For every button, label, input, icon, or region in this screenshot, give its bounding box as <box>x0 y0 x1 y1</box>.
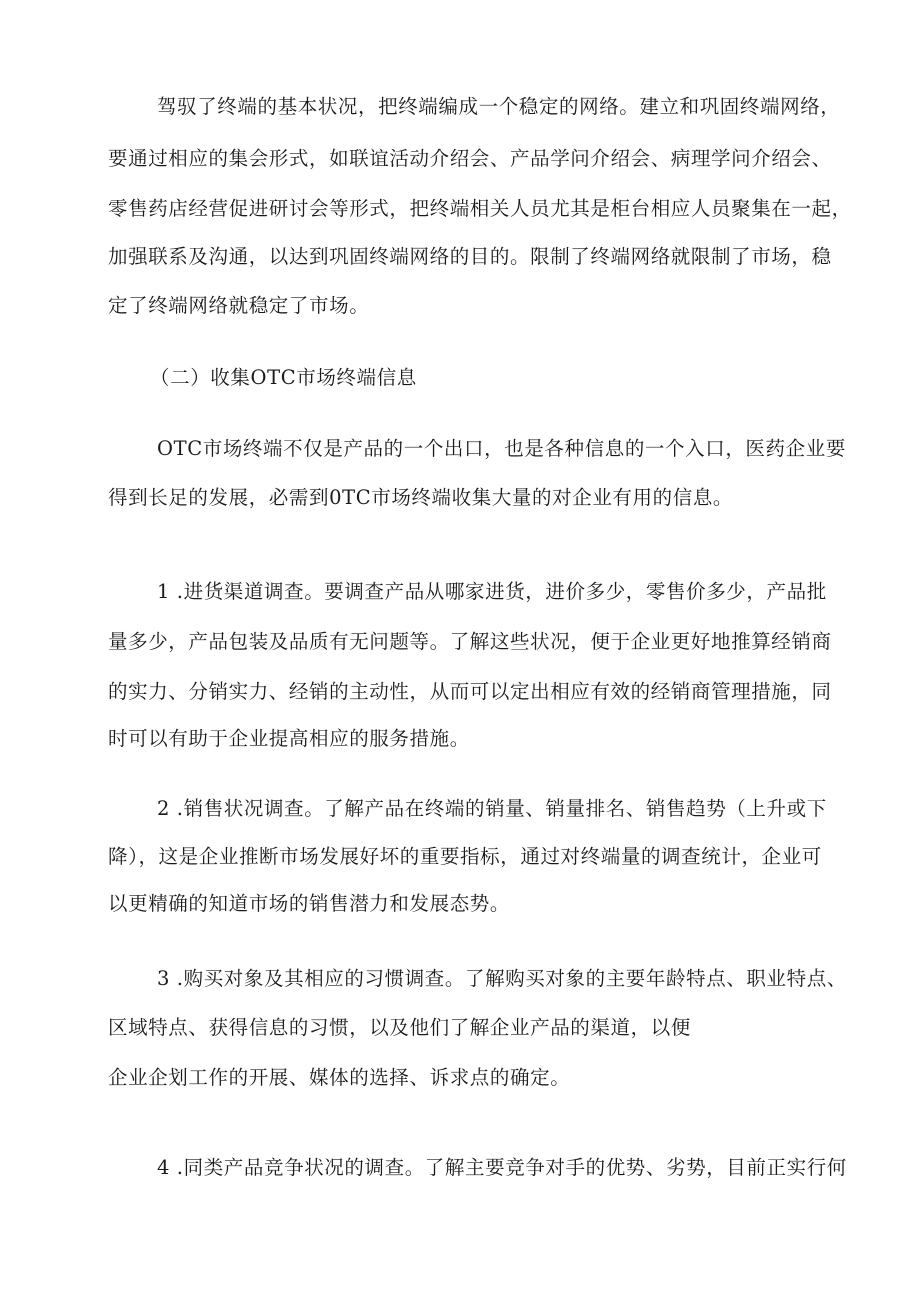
paragraph-1-line-2: 要通过相应的集会形式，如联谊活动介绍会、产品学问介绍会、病理学问介绍会、 <box>108 147 832 170</box>
item-1-line-2: 量多少，产品包装及品质有无问题等。了解这些状况，便于企业更好地推算经销商 <box>108 630 832 653</box>
item-3-line-1: 3 .购买对象及其相应的习惯调查。了解购买对象的主要年龄特点、职业特点、 <box>157 967 847 990</box>
paragraph-1-line-3: 零售药店经营促进研讨会等形式，把终端相关人员尤其是柜台相应人员聚集在一起， <box>108 197 852 220</box>
item-1-line-4: 时可以有助于企业提高相应的服务措施。 <box>108 727 470 750</box>
item-1-line-3: 的实力、分销实力、经销的主动性，从而可以定出相应有效的经销商管理措施，同 <box>108 680 832 703</box>
item-2-line-1: 2 .销售状况调查。了解产品在终端的销量、销量排名、销售趋势（上升或下 <box>157 797 827 820</box>
section-heading: （二）收集OTC市场终端信息 <box>150 366 417 389</box>
paragraph-1-line-1: 驾驭了终端的基本状况，把终端编成一个稳定的网络。建立和巩固终端网络， <box>157 95 841 118</box>
item-4-line-1: 4 .同类产品竞争状况的调查。了解主要竞争对手的优势、劣势，目前正实行何 <box>157 1156 847 1179</box>
item-2-line-3: 以更精确的知道市场的销售潜力和发展态势。 <box>108 892 511 915</box>
paragraph-1-line-4: 加强联系及沟通，以达到巩固终端网络的目的。限制了终端网络就限制了市场，稳 <box>108 245 832 268</box>
item-1-line-1: 1 .进货渠道调查。要调查产品从哪家进货，进价多少，零售价多少，产品批 <box>157 580 827 603</box>
paragraph-2-line-2: 得到长足的发展，必需到0TC市场终端收集大量的对企业有用的信息。 <box>108 486 734 509</box>
paragraph-2-line-1: OTC市场终端不仅是产品的一个出口，也是各种信息的一个入口，医药企业要 <box>157 437 846 460</box>
paragraph-1-line-5: 定了终端网络就稳定了市场。 <box>108 294 370 317</box>
item-3-line-2: 区域特点、获得信息的习惯，以及他们了解企业产品的渠道，以便 <box>108 1016 691 1039</box>
item-2-line-2: 降），这是企业推断市场发展好坏的重要指标，通过对终端量的调查统计，企业可 <box>108 845 822 868</box>
item-3-line-3: 企业企划工作的开展、媒体的选择、诉求点的确定。 <box>108 1066 571 1089</box>
